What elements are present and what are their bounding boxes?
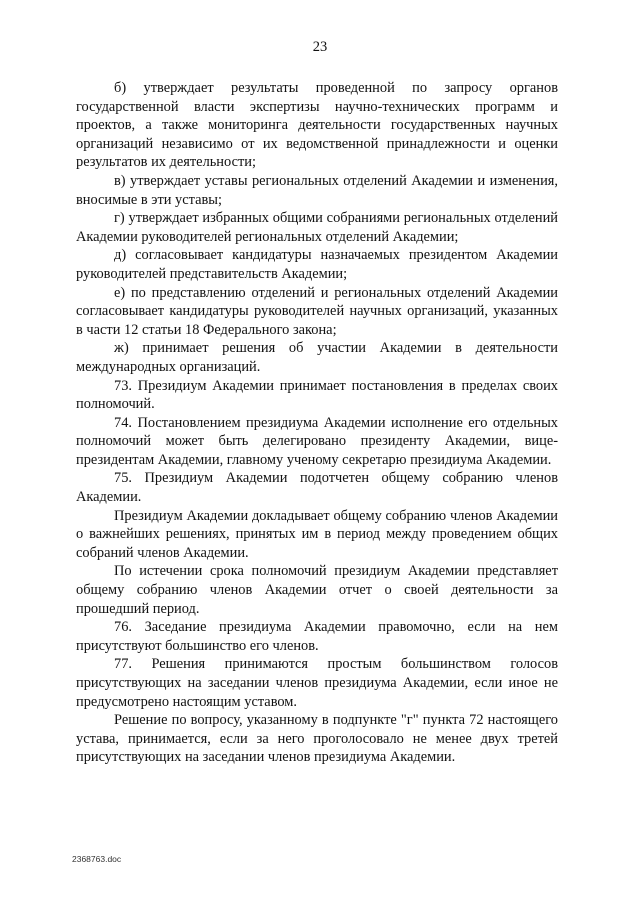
- paragraph-74: 74. Постановлением президиума Академии исполнение его отдельных полномочий может быть делегировано президенту Академии, вице-президентам Академии, главному ученому секретарю президиума Академии.: [76, 414, 558, 468]
- paragraph-g: г) утверждает избранных общими собраниями региональных отделений Академии руководителей региональных отделений Академии;: [76, 210, 558, 245]
- paragraph-77-decision: Решение по вопросу, указанному в подпункте "г" пункта 72 настоящего устава, принимается, если за него проголосовало не менее двух третей присутствующих на заседании членов президиума Академии.: [76, 712, 558, 766]
- paragraph-75-term: По истечении срока полномочий президиум Академии представляет общему собранию членов Академии отчет о своей деятельности за прошедший период.: [76, 563, 558, 617]
- paragraph-v: в) утверждает уставы региональных отделений Академии и изменения, вносимые в эти уставы;: [76, 172, 558, 208]
- page-number: 23: [312, 39, 328, 55]
- paragraph-d: д) согласовывает кандидатуры назначаемых президентом Академии руководителей представительств Академии;: [76, 247, 558, 282]
- paragraph-77: 77. Решения принимаются простым большинством голосов присутствующих на заседании членов президиума Академии, если иное не предусмотрено настоящим уставом.: [76, 656, 558, 710]
- paragraph-76: 76. Заседание президиума Академии правомочно, если на нем присутствуют большинство его членов.: [76, 619, 558, 654]
- paragraph-73: 73. Президиум Академии принимает постановления в пределах своих полномочий.: [76, 377, 558, 413]
- paragraph-75: 75. Президиум Академии подотчетен общему собранию членов Академии.: [76, 470, 558, 506]
- paragraph-e: е) по представлению отделений и региональных отделений Академии согласовывает кандидатуры руководителей научных организаций, указанных в части 12 статьи 18 Федерального закона;: [76, 284, 558, 338]
- paragraph-75-report: Президиум Академии докладывает общему собранию членов Академии о важнейших решениях, принятых им в период между проведением общих собраний членов Академии.: [76, 507, 558, 561]
- paragraph-b: б) утверждает результаты проведенной по запросу органов государственной власти экспертизы научно-технических программ и проектов, а также мониторинга деятельности государственных научных организаций независимо от их ведомственной принадлежности и оценки результатов их деятельности;: [76, 80, 558, 171]
- document-body: [76, 79, 558, 767]
- document-filename: 2368763.doc: [72, 854, 122, 864]
- paragraph-zh: ж) принимает решения об участии Академии в деятельности международных организаций.: [76, 340, 558, 375]
